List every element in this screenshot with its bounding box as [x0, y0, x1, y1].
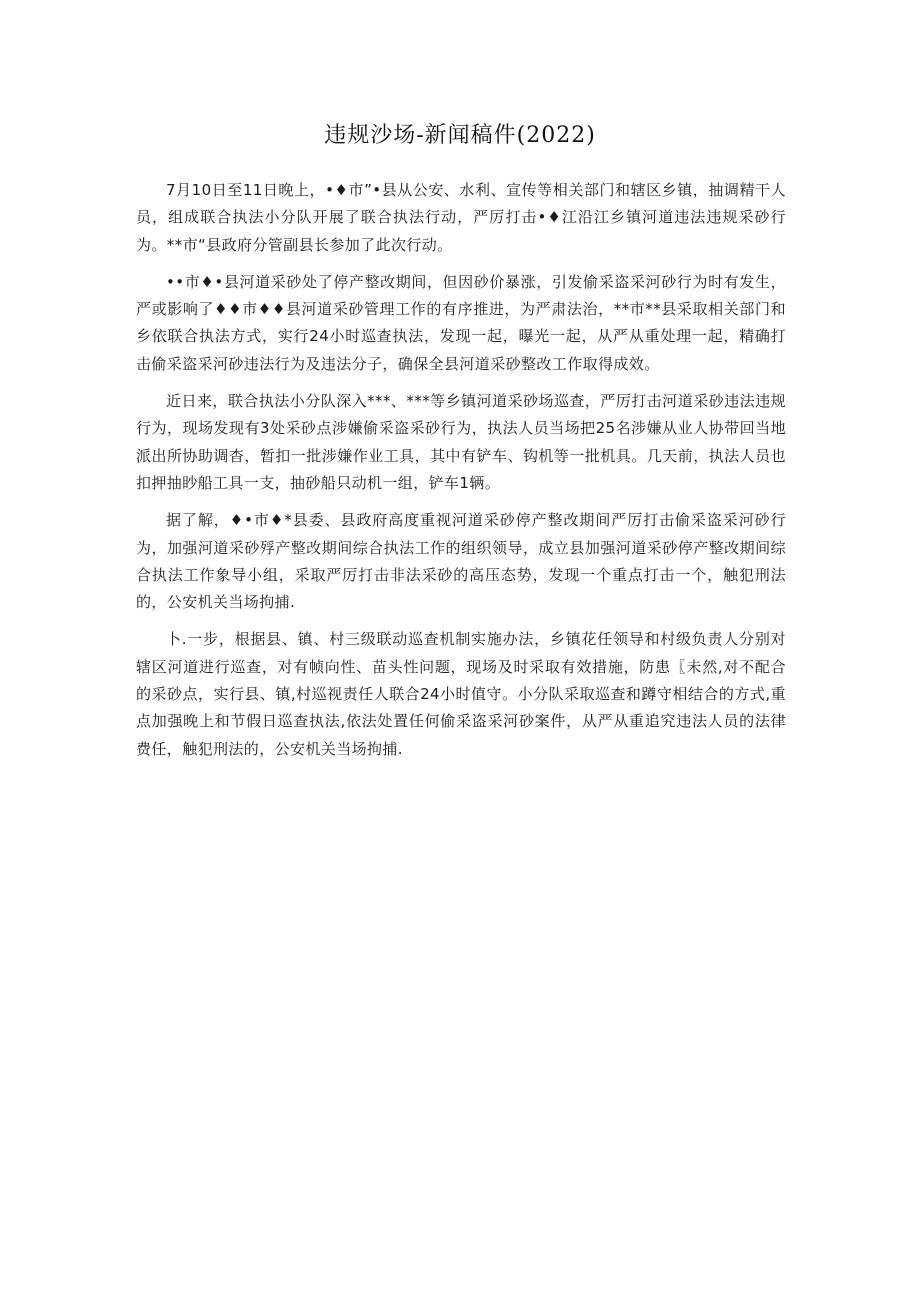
paragraph-1: 7月10日至11日晚上，•♦市”•县从公安、水利、宣传等相关部门和辖区乡镇，抽调精干人员，组成联合执法小分队开展了联合执法行动，严厉打击•♦江沿江乡镇河道违法违规采砂行为。**市“县政府分管副县长参加了此次行动。: [136, 181, 786, 254]
paragraph-2: ••市♦•县河道采砂处了停产整改期间，但因砂价暴涨，引发偷采盗采河砂行为时有发生，严或影响了♦♦市♦♦县河道采砂管理工作的有序推进，为严肃法治，**市**县采取相关部门和乡依联合执法方式，实行24小时巡查执法，发现一起，曝光一起，从严从重处理一起，精确打击偷采盗采河砂违法行为及违法分子，确保全县河道采砂整改工作取得成效。: [136, 272, 786, 373]
paragraph-5: 卜.一步，根据县、镇、村三级联动巡查机制实施办法，乡镇花任领导和村级负责人分别对辖区河道进行巡查，对有帧向性、苗头性问题，现场及时采取有效措施，防患〖未然,对不配合的采砂点，实行县、镇,村巡视责任人联合24小时值守。小分队采取巡查和蹲守相结合的方式,重点加强晚上和节假日巡查执法,依法处置任何偷采盗采河砂案件，从严从重追究违法人员的法律费任，触犯刑法的，公安机关当场拘捕.: [136, 630, 786, 758]
document-body: [136, 177, 786, 773]
paragraph-3: 近日来，联合执法小分队深入***、***等乡镇河道采砂场巡查，严厉打击河道采砂违法违规行为，现场发现有3处采砂点涉嫌偷采盗采砂行为，执法人员当场把25名涉嫌从业人协带回当地派出所协助调杳，暂扣一批涉嫌作业工具，其中有铲车、钩机等一批机具。几天前，执法人员也扣押抽眇船工具一支，抽砂船只动机一组，铲车1辆。: [136, 392, 786, 492]
paragraph-4: 据了解，♦•市♦*县委、县政府高度重视河道采砂停产整改期间严厉打击偷采盗采河砂行为，加强河道采砂殍产整改期间综合执法工作的组织领导，成立县加强河道采砂停产整改期间综合执法工作象导小组，采取严厉打击非法采砂的高压态势，发现一个重点打击一个，触犯刑法的，公安机关当场拘捕.: [136, 511, 786, 612]
document-title: 违规沙场-新闻稿件(2022): [324, 123, 596, 148]
